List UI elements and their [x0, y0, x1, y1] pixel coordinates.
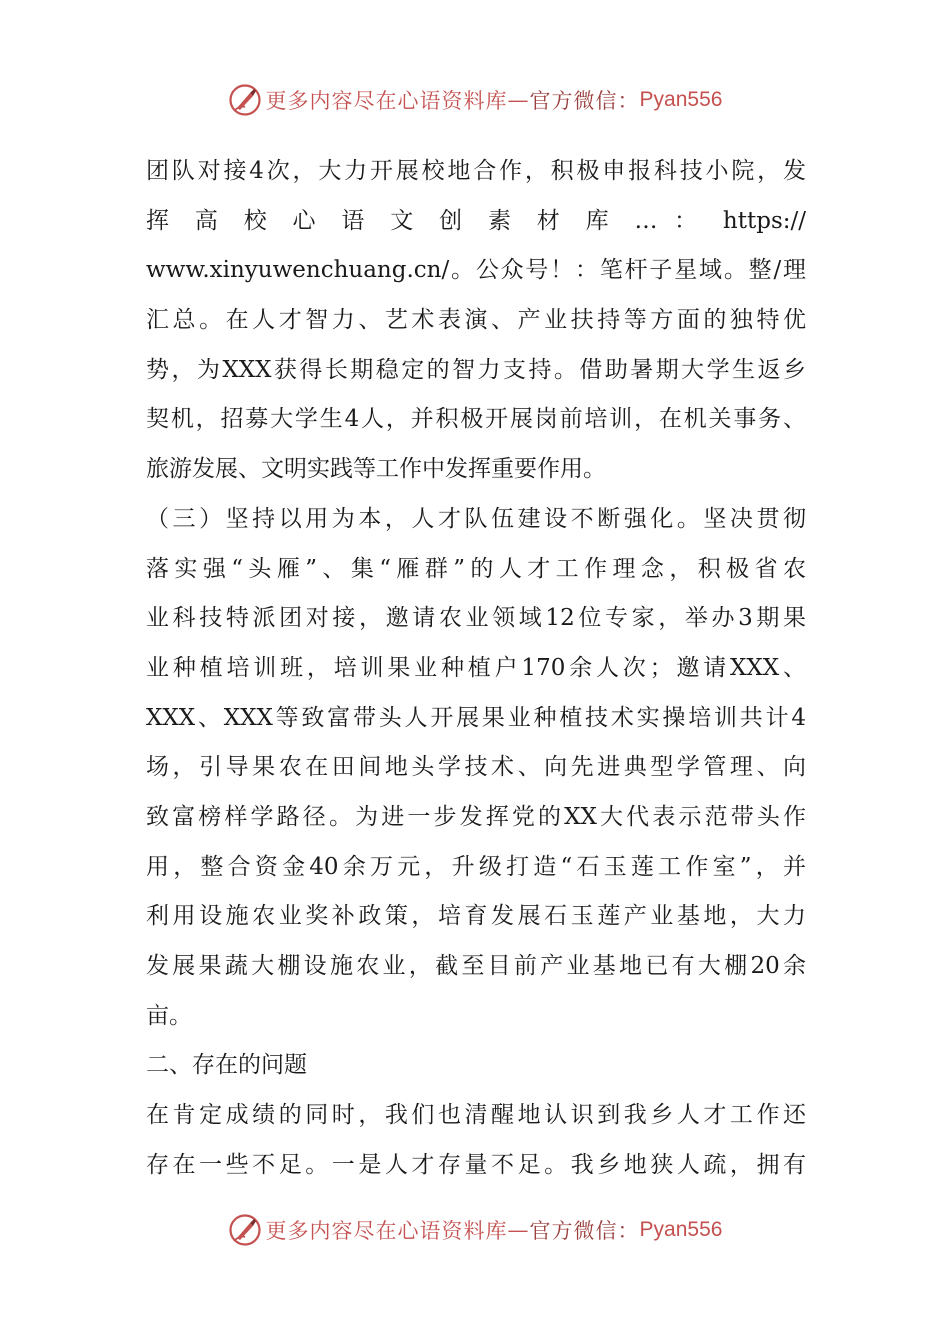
- watermark-banner-bottom: [0, 1210, 950, 1250]
- text-line: 汇总。在人才智力、艺术表演、产业扶持等方面的独特优: [146, 307, 806, 334]
- text-line: 业科技特派团对接，邀请农业领域12位专家，举办3期果: [146, 605, 806, 632]
- watermark-wechat-id: Pyan556: [639, 88, 723, 111]
- watermark-wechat-label: 官方微信：: [529, 89, 640, 113]
- text-line: 挥 高 校 心 语 文 创 素 材 库 … ： https://: [146, 207, 806, 234]
- text-line: XXX、XXX等致富带头人开展果业种植技术实操培训共计4: [146, 704, 806, 731]
- text-line: 亩。: [146, 1002, 192, 1029]
- text-line: 势，为XXX获得长期稳定的智力支持。借助暑期大学生返乡: [146, 356, 806, 383]
- watermark-wechat-id: Pyan556: [639, 1218, 723, 1241]
- watermark-dash: —: [507, 88, 530, 112]
- text-line: 用，整合资金40余万元，升级打造“石玉莲工作室”，并: [146, 853, 806, 880]
- document-body: [146, 147, 806, 1190]
- pen-logo-icon: [228, 1213, 262, 1247]
- text-line: 存在一些不足。一是人才存量不足。我乡地狭人疏，拥有: [146, 1151, 806, 1178]
- text-line: 落实强“头雁”、集“雁群”的人才工作理念，积极省农: [146, 555, 806, 582]
- watermark-wechat-label: 官方微信：: [529, 1219, 640, 1243]
- text-line: 发展果蔬大棚设施农业，截至目前产业基地已有大棚20余: [146, 953, 806, 979]
- text-line: 契机，招募大学生4人，并积极开展岗前培训，在机关事务、: [146, 406, 806, 433]
- watermark-title: 更多内容尽在心语资料库: [265, 1219, 508, 1243]
- watermark-dash: —: [507, 1218, 530, 1242]
- section-heading: 二、存在的问题: [146, 1052, 307, 1079]
- watermark-title: 更多内容尽在心语资料库: [265, 89, 508, 113]
- text-line: 旅游发展、文明实践等工作中发挥重要作用。: [146, 456, 606, 483]
- text-line: 利用设施农业奖补政策，培育发展石玉莲产业基地，大力: [146, 903, 806, 930]
- text-line: 团队对接4次，大力开展校地合作，积极申报科技小院，发: [146, 158, 806, 184]
- text-line: www.xinyuwenchuang.cn/。公众号！：笔杆子星域。整/理: [146, 257, 806, 284]
- pen-logo-icon: [228, 83, 262, 117]
- text-line: 业种植培训班，培训果业种植户170余人次；邀请XXX、: [146, 654, 806, 681]
- text-line: 致富榜样学路径。为进一步发挥党的XX大代表示范带头作: [146, 803, 806, 830]
- text-line: （三）坚持以用为本，人才队伍建设不断强化。坚决贯彻: [146, 505, 806, 532]
- text-line: 场，引导果农在田间地头学技术、向先进典型学管理、向: [146, 754, 806, 781]
- text-line: 在肯定成绩的同时，我们也清醒地认识到我乡人才工作还: [146, 1102, 806, 1129]
- watermark-banner-top: [0, 80, 950, 120]
